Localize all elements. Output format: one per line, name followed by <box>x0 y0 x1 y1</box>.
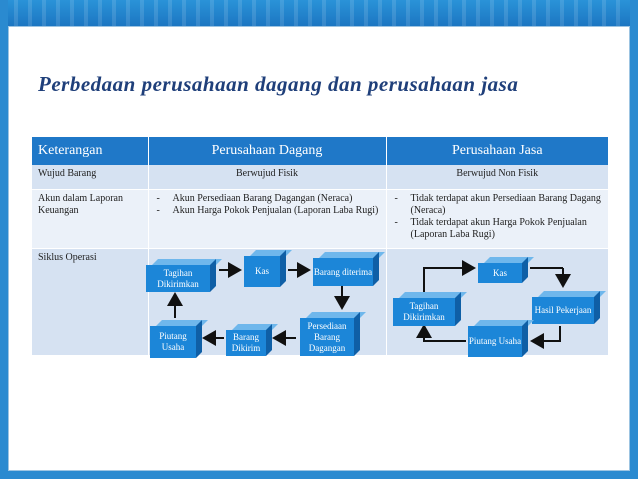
list-item: - Tidak terdapat akun Persediaan Barang Dagang (Neraca) <box>393 193 603 217</box>
cube-kas-dagang: Kas <box>244 250 286 287</box>
row-label: Akun dalam Laporan Keuangan <box>32 190 148 249</box>
table-header-row <box>32 137 608 165</box>
bottom-frame-bar <box>0 471 638 479</box>
list-item: - Akun Harga Pokok Penjualan (Laporan Laba Rugi) <box>155 205 380 217</box>
cube-barang-diterima: Barang diterima <box>313 252 379 286</box>
list-item: - Akun Persediaan Barang Dagangan (Neraca) <box>155 193 380 205</box>
top-frame-bar <box>0 0 638 26</box>
cube-tagihan-jasa: Tagihan Dikirimkan <box>393 292 461 326</box>
left-frame-bar <box>0 0 8 479</box>
cell-jasa <box>386 190 608 249</box>
header-dagang: Perusahaan Dagang <box>148 137 386 165</box>
cube-hasil-pekerjaan: Hasil Pekerjaan <box>532 291 600 324</box>
slide-title: Perbedaan perusahaan dagang dan perusahaan jasa <box>38 72 519 96</box>
list-item: - Tidak terdapat akun Harga Pokok Penjualan (Laporan Laba Rugi) <box>393 217 603 241</box>
table-row <box>32 190 608 249</box>
table-row <box>32 165 608 190</box>
cell-dagang <box>148 190 386 249</box>
cube-tagihan-dagang: Tagihan Dikirimkan <box>146 259 216 292</box>
row-label: Wujud Barang <box>32 165 148 190</box>
cell-jasa: Berwujud Non Fisik <box>386 165 608 190</box>
cube-persediaan: Persediaan Barang Dagangan <box>300 312 360 356</box>
cell-dagang: Berwujud Fisik <box>148 165 386 190</box>
cube-piutang-jasa: Piutang Usaha <box>468 320 528 357</box>
header-jasa: Perusahaan Jasa <box>386 137 608 165</box>
cube-kas-jasa: Kas <box>478 257 528 283</box>
right-frame-bar <box>630 0 638 479</box>
cube-barang-dikirim: Barang Dikirim <box>226 324 272 356</box>
header-keterangan: Keterangan <box>32 137 148 165</box>
cube-piutang-dagang: Piutang Usaha <box>150 320 202 358</box>
row-label: Siklus Operasi <box>32 249 148 356</box>
